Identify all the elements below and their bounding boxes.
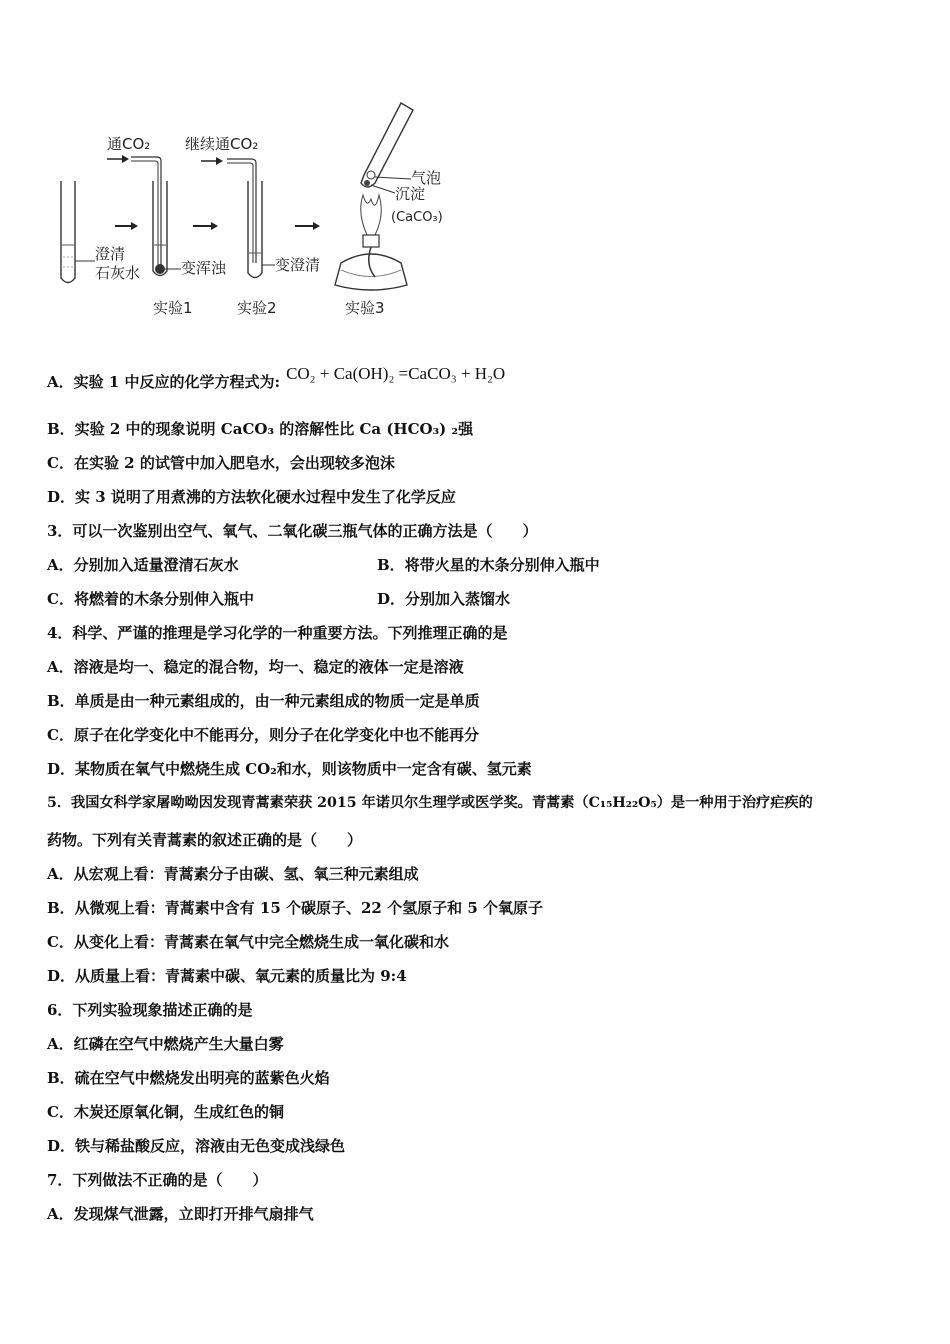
q2-option-a-text: A．实验 1 中反应的化学方程式为: — [47, 373, 281, 391]
exp2-label: 实验2 — [237, 299, 277, 317]
q5-stem-line1: 5．我国女科学家屠呦呦因发现青蒿素荣获 2015 年诺贝尔生理学或医学奖。青蒿素（C₁₅H₂₂O₅）是一种用于治疗疟疾的 — [47, 795, 813, 811]
heated-test-tube — [361, 103, 413, 187]
test-tube-2 — [131, 157, 181, 276]
q6-option-a: A．红磷在空气中燃烧产生大量白雾 — [47, 1035, 284, 1053]
q3-option-b: B．将带火星的木条分别伸入瓶中 — [377, 556, 600, 574]
q5-option-c: C．从变化上看：青蒿素在氧气中完全燃烧生成一氧化碳和水 — [47, 933, 449, 951]
q3-option-c: C．将燃着的木条分别伸入瓶中 — [47, 590, 254, 608]
label-caco3: (CaCO₃) — [391, 210, 443, 225]
label-lime-2: 石灰水 — [95, 264, 141, 282]
experiment-figure — [45, 95, 465, 325]
q6-option-b: B．硫在空气中燃烧发出明亮的蓝紫色火焰 — [47, 1069, 330, 1087]
q7-option-a: A．发现煤气泄露，立即打开排气扇排气 — [47, 1205, 314, 1223]
q4-stem: 4．科学、严谨的推理是学习化学的一种重要方法。下列推理正确的是 — [47, 624, 508, 642]
arrow-right-icon — [295, 222, 320, 230]
q3-option-d: D．分别加入蒸馏水 — [377, 590, 511, 608]
alcohol-burner — [335, 235, 407, 290]
q4-option-a: A．溶液是均一、稳定的混合物，均一、稳定的液体一定是溶液 — [47, 658, 464, 676]
q5-option-d: D．从质量上看：青蒿素中碳、氧元素的质量比为 9:4 — [47, 967, 407, 985]
q3-option-a: A．分别加入适量澄清石灰水 — [47, 556, 239, 574]
q2-option-b: B．实验 2 中的现象说明 CaCO₃ 的溶解性比 Ca (HCO₃) ₂强 — [47, 420, 474, 438]
arrow-right-icon — [115, 222, 138, 230]
exp1-label: 实验1 — [153, 299, 193, 317]
q2-equation: CO₂ + Ca(OH)₂ =CaCO₃ + H₂O — [286, 364, 506, 383]
q6-stem: 6．下列实验现象描述正确的是 — [47, 1001, 253, 1019]
q5-option-b: B．从微观上看：青蒿素中含有 15 个碳原子、22 个氢原子和 5 个氧原子 — [47, 899, 543, 917]
label-bubble: 气泡 — [411, 169, 442, 187]
q5-option-a: A．从宏观上看：青蒿素分子由碳、氢、氧三种元素组成 — [47, 865, 419, 883]
label-lime-1: 澄清 — [95, 245, 126, 263]
gas-inlet-arrow-icon — [201, 157, 223, 165]
q4-option-d: D．某物质在氧气中燃烧生成 CO₂和水，则该物质中一定含有碳、氢元素 — [47, 760, 532, 778]
arrow1-label: 通CO₂ — [107, 135, 151, 153]
q2-option-a — [47, 364, 506, 392]
label-clear: 变澄清 — [275, 256, 321, 274]
arrow-right-icon — [193, 222, 218, 230]
label-precip: 沉淀 — [395, 185, 426, 203]
gas-inlet-arrow-icon — [107, 155, 129, 163]
q2-option-d: D．实 3 说明了用煮沸的方法软化硬水过程中发生了化学反应 — [47, 488, 456, 506]
flame-icon — [361, 195, 382, 235]
q2-option-c: C．在实验 2 的试管中加入肥皂水，会出现较多泡沫 — [47, 454, 395, 472]
q4-option-c: C．原子在化学变化中不能再分，则分子在化学变化中也不能再分 — [47, 726, 479, 744]
exp3-label: 实验3 — [345, 299, 385, 317]
q4-option-b: B．单质是由一种元素组成的，由一种元素组成的物质一定是单质 — [47, 692, 480, 710]
q7-stem: 7．下列做法不正确的是（ ） — [47, 1171, 268, 1189]
test-tube-3 — [227, 159, 275, 278]
q6-option-d: D．铁与稀盐酸反应，溶液由无色变成浅绿色 — [47, 1137, 346, 1155]
q6-option-c: C．木炭还原氧化铜，生成红色的铜 — [47, 1103, 284, 1121]
q5-stem-line2: 药物。下列有关青蒿素的叙述正确的是（ ） — [47, 831, 363, 849]
test-tube-1 — [61, 181, 95, 283]
arrow2-label: 继续通CO₂ — [185, 135, 259, 153]
q3-stem: 3．可以一次鉴别出空气、氧气、二氧化碳三瓶气体的正确方法是（ ） — [47, 522, 538, 540]
label-turbid: 变浑浊 — [181, 259, 227, 277]
